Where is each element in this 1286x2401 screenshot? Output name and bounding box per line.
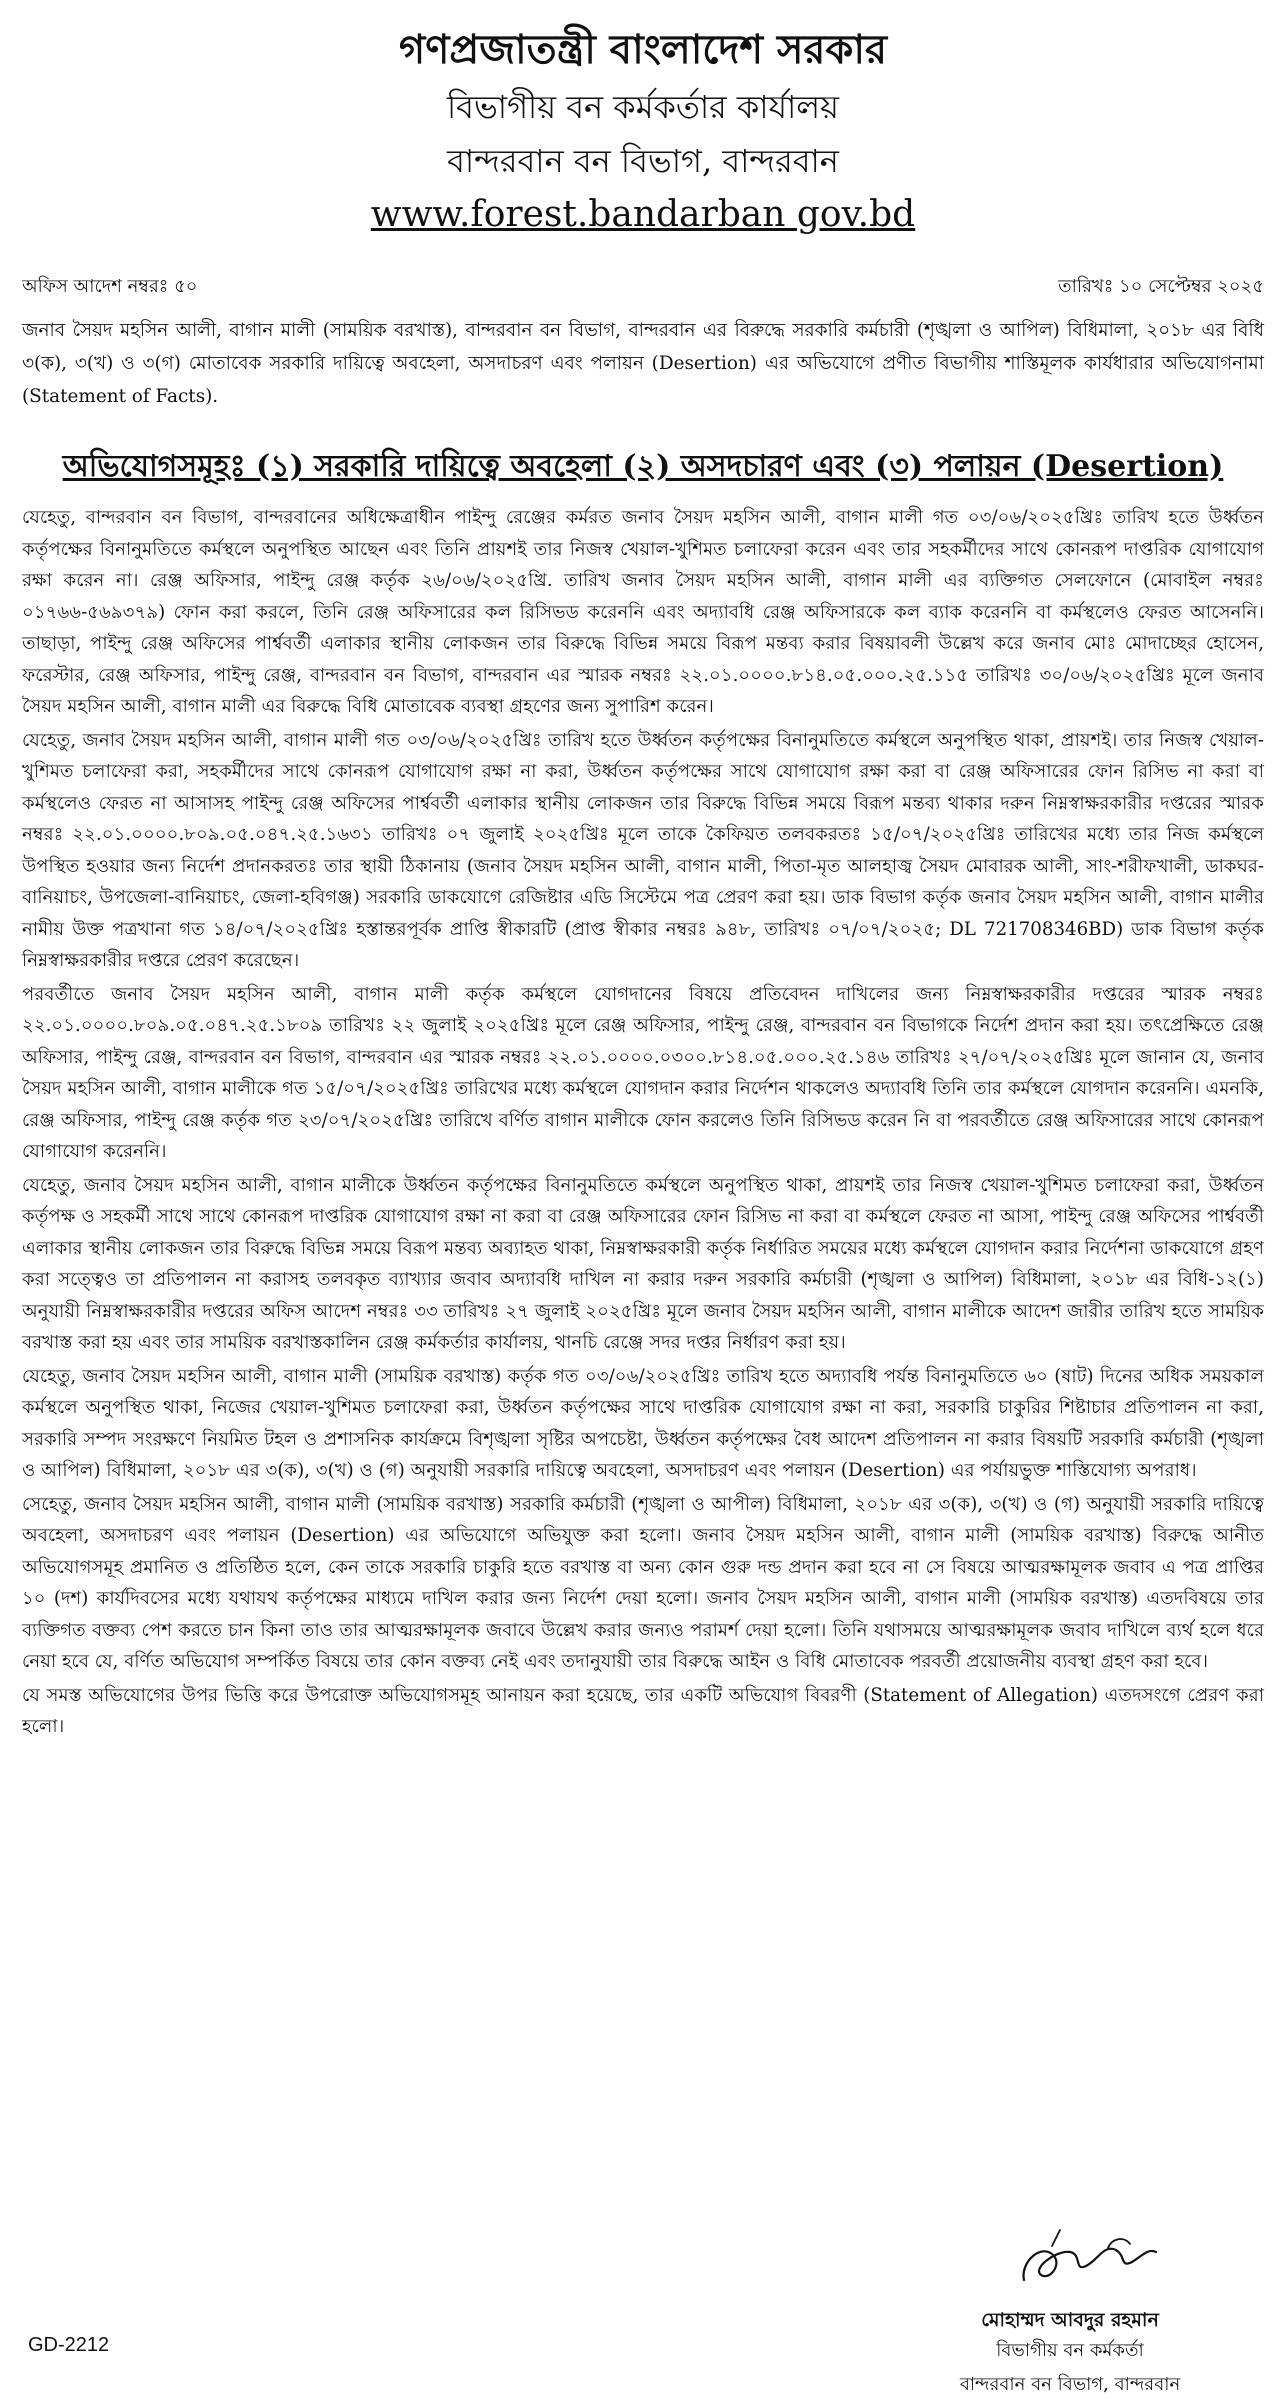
document-code: GD-2212 bbox=[28, 2334, 110, 2356]
body-paragraph-3: পরবর্তীতে জনাব সৈয়দ মহসিন আলী, বাগান মালী কর্তৃক কর্মস্থলে যোগদানের বিষয়ে প্রতিবেদন দাখিলের জন্য নিম্নস্বাক্ষরকারীর দপ্তরের স্মারক নম্বরঃ ২২.০১.০০০০.৮০৯.০৫.০৪৭.২৫.১৮০৯ তারিখঃ ২২ জুলাই ২০২৫খ্রিঃ মূলে রেঞ্জ অফিসার, পাইন্দু রেঞ্জ, বান্দরবান বন বিভাগকে নির্দেশ প্রদান করা হয়। তৎপ্রেক্ষিতে রেঞ্জ অফিসার, পাইন্দু রেঞ্জ, বান্দরবান বন বিভাগ, বান্দরবান এর স্মারক নম্বরঃ ২২.০১.০০০০.০৩০০.৮১৪.০৫.০০০.২৫.১৪৬ তারিখঃ ২৭/০৭/২০২৫খ্রিঃ মূলে জানান যে, জনাব সৈয়দ মহসিন আলী, বাগান মালীকে গত ১৫/০৭/২০২৫খ্রিঃ তারিখের মধ্যে কর্মস্থলে যোগদান করার নির্দেশন থাকলেও অদ্যাবধি তিনি তার কর্মস্থলে যোগদান করেননি। এমনকি, রেঞ্জ অফিসার, পাইন্দু রেঞ্জ কর্তৃক গত ২৩/০৭/২০২৫খ্রিঃ তারিখে বর্ণিত বাগান মালীকে ফোন করলেও তিনি রিসিভড করেন নি বা পরবর্তীতে রেঞ্জ অফিসারের সাথে কোনরূপ যোগাযোগ করেননি। bbox=[22, 983, 1264, 1162]
body-paragraph-7: যে সমস্ত অভিযোগের উপর ভিত্তি করে উপরোক্ত অভিযোগসমূহ আনায়ন করা হয়েছে, তার একটি অভিযোগ বিবরণী (Statement of Allegation) এতদসংগে প্রেরণ করা হলো। bbox=[22, 1684, 1264, 1737]
body-paragraph-1: যেহেতু, বান্দরবান বন বিভাগ, বান্দরবানের অধিক্ষেত্রাধীন পাইন্দু রেঞ্জের কর্মরত জনাব সৈয়দ মহসিন আলী, বাগান মালী গত ০৩/০৬/২০২৫খ্রিঃ তারিখ হতে উর্ধ্বতন কর্তৃপক্ষের বিনানুমতিতে কর্মস্থলে অনুপস্থিত আছেন এবং তিনি প্রায়শই তার নিজস্ব খেয়াল-খুশিমত চলাফেরা করেন এবং তার সহকর্মীদের সাথে কোনরূপ দাপ্তরিক যোগাযোগ রক্ষা করেন না। রেঞ্জ অফিসার, পাইন্দু রেঞ্জ কর্তৃক ২৬/০৬/২০২৫খ্রি. তারিখ জনাব সৈয়দ মহসিন আলী, বাগান মালী এর ব্যক্তিগত সেলফোনে (মোবাইল নম্বরঃ ০১৭৬৬-৫৬৯৩৭৯) ফোন করা করলে, তিনি রেঞ্জ অফিসারের কল রিসিভড করেননি এবং অদ্যাবধি রেঞ্জ অফিসারকে কল ব্যাক করেননি বা কর্মস্থলেও ফেরত আসেননি। তাছাড়া, পাইন্দু রেঞ্জ অফিসের পার্শ্ববর্তী এলাকার স্থানীয় লোকজন তার বিরুদ্ধে বিভিন্ন সময়ে বিরূপ মন্তব্য করার বিষয়াবলী উল্লেখ করে জনাব মোঃ মোদাচ্ছের হোসেন, ফরেস্টার, রেঞ্জ অফিসার, পাইন্দু রেঞ্জ, বান্দরবান বন বিভাগ, বান্দরবান এর স্মারক নম্বরঃ ২২.০১.০০০০.৮১৪.০৫.০০০.২৫.১১৫ তারিখঃ ৩০/০৬/২০২৫খ্রিঃ মূলে জনাব সৈয়দ মহসিন আলী, বাগান মালী এর বিরুদ্ধে বিধি মোতাবেক ব্যবস্থা গ্রহণের জন্য সুপারিশ করেন। bbox=[22, 507, 1264, 717]
government-title: গণপ্রজাতন্ত্রী বাংলাদেশ সরকার bbox=[399, 26, 887, 73]
document-body bbox=[22, 502, 1264, 1745]
body-paragraph-2: যেহেতু, জনাব সৈয়দ মহসিন আলী, বাগান মালী গত ০৩/০৬/২০২৫খ্রিঃ তারিখ হতে উর্ধ্বতন কর্তৃপক্ষের বিনানুমতিতে কর্মস্থলে অনুপস্থিত থাকা, প্রায়শই। তার নিজস্ব খেয়াল-খুশিমত চলাফেরা করা, সহকর্মীদের সাথে কোনরূপ যোগাযোগ রক্ষা না করা, উর্ধ্বতন কর্তৃপক্ষের সাথে যোগাযোগ রক্ষা করা বা রেঞ্জ অফিসারের ফোন রিসিভ না করা বা কর্মস্থলেও ফেরত না আসাসহ পাইন্দু রেঞ্জ অফিসের পার্শ্ববর্তী এলাকার স্থানীয় লোকজন তার বিরুদ্ধে বিভিন্ন সময়ে বিরূপ মন্তব্য থাকার দরুন নিম্নস্বাক্ষরকারীর দপ্তরের স্মারক নম্বরঃ ২২.০১.০০০০.৮০৯.০৫.০৪৭.২৫.১৬৩১ তারিখঃ ০৭ জুলাই ২০২৫খ্রিঃ মূলে তাকে কৈফিয়ত তলবকরতঃ ১৫/০৭/২০২৫খ্রিঃ তারিখের মধ্যে তার নিজ কর্মস্থলে উপস্থিত হওয়ার জন্য নির্দেশ প্রদানকরতঃ তার স্থায়ী ঠিকানায় (জনাব সৈয়দ মহসিন আলী, বাগান মালী, পিতা-মৃত আলহাজ্ব সৈয়দ মোবারক আলী, সাং-শরীফখালী, ডাকঘর-বানিয়াচং, উপজেলা-বানিয়াচং, জেলা-হবিগঞ্জ) সরকারি ডাকযোগে রেজিষ্টার এডি সিস্টেমে পত্র প্রেরণ করা হয়। ডাক বিভাগ কর্তৃক জনাব সৈয়দ মহসিন আলী, বাগান মালীর নামীয় উক্ত পত্রখানা গত ১৪/০৭/২০২৫খ্রিঃ হস্তান্তরপূর্বক প্রাপ্তি স্বীকারটি (প্রাপ্ত স্বীকার নম্বরঃ ৯৪৮, তারিখঃ ০৭/০৭/২০২৫; DL 721708346BD) ডাক বিভাগ কর্তৃক নিম্নস্বাক্ষরকারীর দপ্তরে প্রেরণ করেছেন। bbox=[22, 729, 1264, 971]
body-paragraph-6: সেহেতু, জনাব সৈয়দ মহসিন আলী, বাগান মালী (সাময়িক বরখাস্ত) সরকারি কর্মচারী (শৃঙ্খলা ও আপীল) বিধিমালা, ২০১৮ এর ৩(ক), ৩(খ) ও (গ) অনুযায়ী সরকারি দায়িত্বে অবহেলা, অসদাচরণ এবং পলায়ন (Desertion) এর অভিযোগে অভিযুক্ত করা হলো। জনাব সৈয়দ মহসিন আলী, বাগান মালী (সাময়িক বরখাস্ত) বিরুদ্ধে আনীত অভিযোগসমূহ প্রমানিত ও প্রতিষ্ঠিত হলে, কেন তাকে সরকারি চাকুরি হতে বরখাস্ত বা অন্য কোন গুরু দন্ড প্রদান করা হবে না সে বিষয়ে আত্মরক্ষামূলক জবাব এ পত্র প্রাপ্তির ১০ (দশ) কার্যদিবসের মধ্যে যথাযথ কর্তৃপক্ষের মাধ্যমে দাখিল করার জন্য নির্দেশ দেয়া হলো। জনাব সৈয়দ মহসিন আলী, বাগান মালী (সাময়িক বরখাস্ত) এতদবিষয়ে তার ব্যক্তিগত বক্তব্য পেশ করতে চান কিনা তাও তার আত্মরক্ষামূলক জবাবে উল্লেখ করার জন্যও পরামর্শ দেয়া হলো। তিনি যথাসময়ে আত্মরক্ষামূলক জবাব দাখিলে ব্যর্থ হলে ধরে নেয়া হবে যে, বর্ণিত অভিযোগ সম্পর্কিত বিষয়ে তার কোন বক্তব্য নেই এবং তদানুযায়ী তার বিরুদ্ধে আইন ও বিধি মোতাবেক পরবর্তী প্রয়োজনীয় ব্যবস্থা গ্রহণ করা হবে। bbox=[22, 1493, 1264, 1672]
signatory-name: মোহাম্মদ আবদুর রহমান bbox=[981, 2309, 1159, 2331]
order-number: অফিস আদেশ নম্বরঃ ৫০ bbox=[22, 276, 198, 297]
body-paragraph-5: যেহেতু, জনাব সৈয়দ মহসিন আলী, বাগান মালী (সাময়িক বরখাস্ত) কর্তৃক গত ০৩/০৬/২০২৫খ্রিঃ তারিখ হতে অদ্যাবধি পর্যন্ত বিনানুমতিতে ৬০ (ষাট) দিনের অধিক সময়কাল কর্মস্থলে অনুপস্থিত থাকা, নিজের খেয়াল-খুশিমত চলাফেরা করা, উর্ধ্বতন কর্তৃপক্ষের সাথে দাপ্তরিক যোগাযোগ রক্ষা না করা, সরকারি চাকুরির শিষ্টাচার প্রতিপালন না করা, সরকারি সম্পদ সংরক্ষণে নিয়মিত টহল ও প্রশাসনিক কার্যক্রমে বিশৃঙ্খলা সৃষ্টির অপচেষ্টা, উর্ধ্বতন কর্তৃপক্ষের বৈধ আদেশ প্রতিপালন না করার বিষয়টি সরকারি কর্মচারী (শৃঙ্খলা ও আপিল) বিধিমালা, ২০১৮ এর ৩(ক), ৩(খ) ও (গ) অনুযায়ী সরকারি দায়িত্বে অবহেলা, অসদাচরণ এবং পলায়ন (Desertion) এর পর্যায়ভুক্ত শাস্তিযোগ্য অপরাধ। bbox=[22, 1365, 1264, 1481]
handwritten-signature bbox=[1012, 2222, 1162, 2296]
order-meta-row bbox=[22, 272, 1264, 303]
allegations-heading: অভিযোগসমূহঃ (১) সরকারি দায়িত্বে অবহেলা (২) অসদচারণ এবং (৩) পলায়ন (Desertion) bbox=[62, 449, 1224, 484]
website-link[interactable]: www.forest.bandarban gov.bd bbox=[370, 194, 916, 235]
body-paragraph-4: যেহেতু, জনাব সৈয়দ মহসিন আলী, বাগান মালীকে উর্ধ্বতন কর্তৃপক্ষের বিনানুমতিতে কর্মস্থলে অনুপস্থিত থাকা, প্রায়শই তার নিজস্ব খেয়াল-খুশিমত চলাফেরা করা, উর্ধ্বতন কর্তৃপক্ষ ও সহকর্মী সাথে সাথে কোনরূপ দাপ্তরিক যোগাযোগ রক্ষা না করা বা রেঞ্জ অফিসারের ফোন রিসিভ না করা বা কর্মস্থলে ফেরত না আসা, পাইন্দু রেঞ্জ অফিসের পার্শ্ববর্তী এলাকার স্থানীয় লোকজন তার বিরুদ্ধে বিভিন্ন সময়ে বিরূপ মন্তব্য অব্যাহত থাকা, নিম্নস্বাক্ষরকারী কর্তৃক নির্ধারিত সময়ের মধ্যে কর্মস্থলে যোগদান করার নির্দেশনা ডাকযোগে গ্রহণ করা সত্ত্বেও তা প্রতিপালন না করাসহ তলবকৃত ব্যাখ্যার জবাব অদ্যাবধি দাখিল না করার দরুন সরকারি কর্মচারী (শৃঙ্খলা ও আপিল) বিধিমালা, ২০১৮ এর বিধি-১২(১) অনুযায়ী নিম্নস্বাক্ষরকারীর দপ্তরের অফিস আদেশ নম্বরঃ ৩৩ তারিখঃ ২৭ জুলাই ২০২৫খ্রিঃ মূলে জনাব সৈয়দ মহসিন আলী, বাগান মালীকে আদেশ জারীর তারিখ হতে সাময়িক বরখাস্ত করা হয় এবং তার সাময়িক বরখাস্তকালিন রেঞ্জ কর্মকর্তার কার্যালয়, থানচি রেঞ্জে সদর দপ্তর নির্ধারণ করা হয়। bbox=[22, 1174, 1264, 1353]
division-title: বান্দরবান বন বিভাগ, বান্দরবান bbox=[447, 142, 839, 180]
intro-paragraph: জনাব সৈয়দ মহসিন আলী, বাগান মালী (সাময়িক বরখাস্ত), বান্দরবান বন বিভাগ, বান্দরবান এর বিরুদ্ধে সরকারি কর্মচারী (শৃঙ্খলা ও আপিল) বিধিমালা, ২০১৮ এর বিধি ৩(ক), ৩(খ) ও ৩(গ) মোতাবেক সরকারি দায়িত্বে অবহেলা, অসদাচরণ এবং পলায়ন (Desertion) এর অভিযোগে প্রণীত বিভাগীয় শাস্তিমূলক কার্যধারার অভিযোগনামা (Statement of Facts). bbox=[22, 320, 1264, 407]
office-title: বিভাগীয় বন কর্মকর্তার কার্যালয় bbox=[446, 88, 839, 126]
order-date: তারিখঃ ১০ সেপ্টেম্বর ২০২৫ bbox=[1058, 276, 1264, 297]
signatory-office: বান্দরবান বন বিভাগ, বান্দরবান bbox=[959, 2374, 1181, 2395]
signatory-title: বিভাগীয় বন কর্মকর্তা bbox=[996, 2340, 1144, 2361]
